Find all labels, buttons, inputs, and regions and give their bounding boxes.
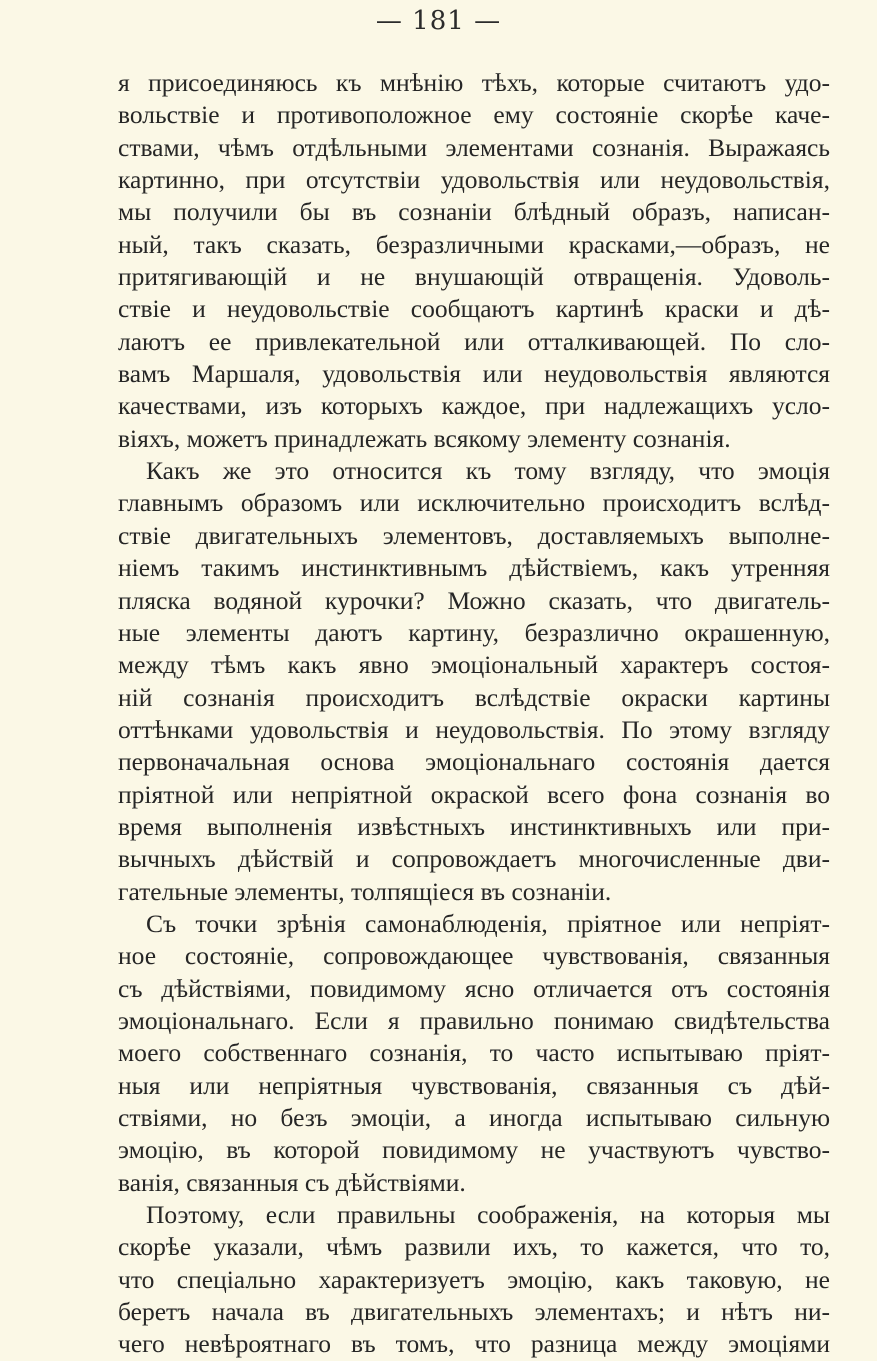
text-line: вольствіе и противоположное ему состояніе скорѣе каче- (118, 100, 830, 130)
text-line: вычныхъ дѣйствій и сопровождаетъ многочисленные дви- (118, 844, 830, 874)
text-line: ныя или непріятныя чувствованія, связанныя съ дѣй- (118, 1070, 830, 1100)
text-line: Какъ же это относится къ тому взгляду, что эмоція (146, 456, 830, 486)
text-line: мы получили бы въ сознаніи блѣдный образъ, написан- (118, 197, 830, 227)
text-line: ній сознанія происходитъ вслѣдствіе окраски картины (118, 682, 830, 712)
text-line: время выполненія извѣстныхъ инстинктивныхъ или при- (118, 811, 830, 841)
text-line: оттѣнками удовольствія и неудовольствія. По этому взгляду (118, 714, 830, 744)
text-line: ствіе двигательныхъ элементовъ, доставляемыхъ выполне- (118, 520, 830, 550)
text-line: пляска водяной курочки? Можно сказать, что двигатель- (118, 585, 830, 615)
text-line: гательные элементы, толпящіеся въ сознаніи. (118, 876, 612, 906)
text-line: притягивающій и не внушающій отвращенія. Удоволь- (118, 262, 830, 292)
text-line: ные элементы даютъ картину, безразлично окрашенную, (118, 617, 830, 647)
text-line: первоначальная основа эмоціональнаго состоянія дается (118, 747, 830, 777)
text-line: картинно, при отсутствіи удовольствія или неудовольствія, (118, 165, 830, 195)
text-line: віяхъ, можетъ принадлежать всякому элементу сознанія. (118, 423, 731, 453)
text-line: ніемъ такимъ инстинктивнымъ дѣйствіемъ, какъ утренняя (118, 553, 830, 583)
body-text (118, 67, 830, 1361)
text-line: Поэтому, если правильны соображенія, на которыя мы (146, 1200, 830, 1230)
page-number: — 181 — (375, 6, 502, 36)
text-line: эмоціональнаго. Если я правильно понимаю свидѣтельства (118, 1005, 830, 1035)
text-line: ный, такъ сказать, безразличными красками,—образъ, не (118, 229, 830, 259)
text-line: ствіями, но безъ эмоціи, а иногда испытываю сильную (118, 1103, 830, 1132)
text-line: Съ точки зрѣнія самонаблюденія, пріятное или непріят- (146, 908, 830, 938)
text-line: беретъ начала въ двигательныхъ элементахъ; и нѣтъ ни- (118, 1297, 830, 1327)
text-line: вамъ Маршаля, удовольствія или неудовольствія являются (118, 359, 830, 389)
text-line: съ дѣйствіями, повидимому ясно отличается отъ состоянія (118, 973, 830, 1003)
text-line: моего собственнаго сознанія, то часто испытываю пріят- (118, 1038, 830, 1068)
text-line: ванія, связанныя съ дѣйствіями. (118, 1167, 466, 1197)
text-line: скорѣе указали, чѣмъ развили ихъ, то кажется, что то, (118, 1232, 830, 1262)
text-line: главнымъ образомъ или исключительно происходитъ вслѣд- (118, 488, 830, 518)
text-line: что спеціально характеризуетъ эмоцію, какъ таковую, не (118, 1264, 830, 1294)
text-line: качествами, изъ которыхъ каждое, при надлежащихъ усло- (118, 391, 830, 421)
text-line: лаютъ ее привлекательной или отталкивающей. По сло- (118, 326, 830, 356)
text-line: ствами, чѣмъ отдѣльными элементами сознанія. Выражаясь (118, 132, 830, 162)
text-line: между тѣмъ какъ явно эмоціональный характеръ состоя- (118, 650, 830, 680)
text-line: чего невѣроятнаго въ томъ, что разница между эмоціями (118, 1329, 830, 1359)
text-line: я присоединяюсь къ мнѣнію тѣхъ, которые считаютъ удо- (118, 68, 830, 97)
text-line: ствіе и неудовольствіе сообщаютъ картинѣ краски и дѣ- (118, 294, 830, 324)
text-line: эмоцію, въ которой повидимому не участвуютъ чувство- (118, 1135, 830, 1165)
text-line: пріятной или непріятной окраской всего фона сознанія во (118, 779, 830, 809)
text-line: ное состояніе, сопровождающее чувствованія, связанныя (118, 941, 830, 971)
